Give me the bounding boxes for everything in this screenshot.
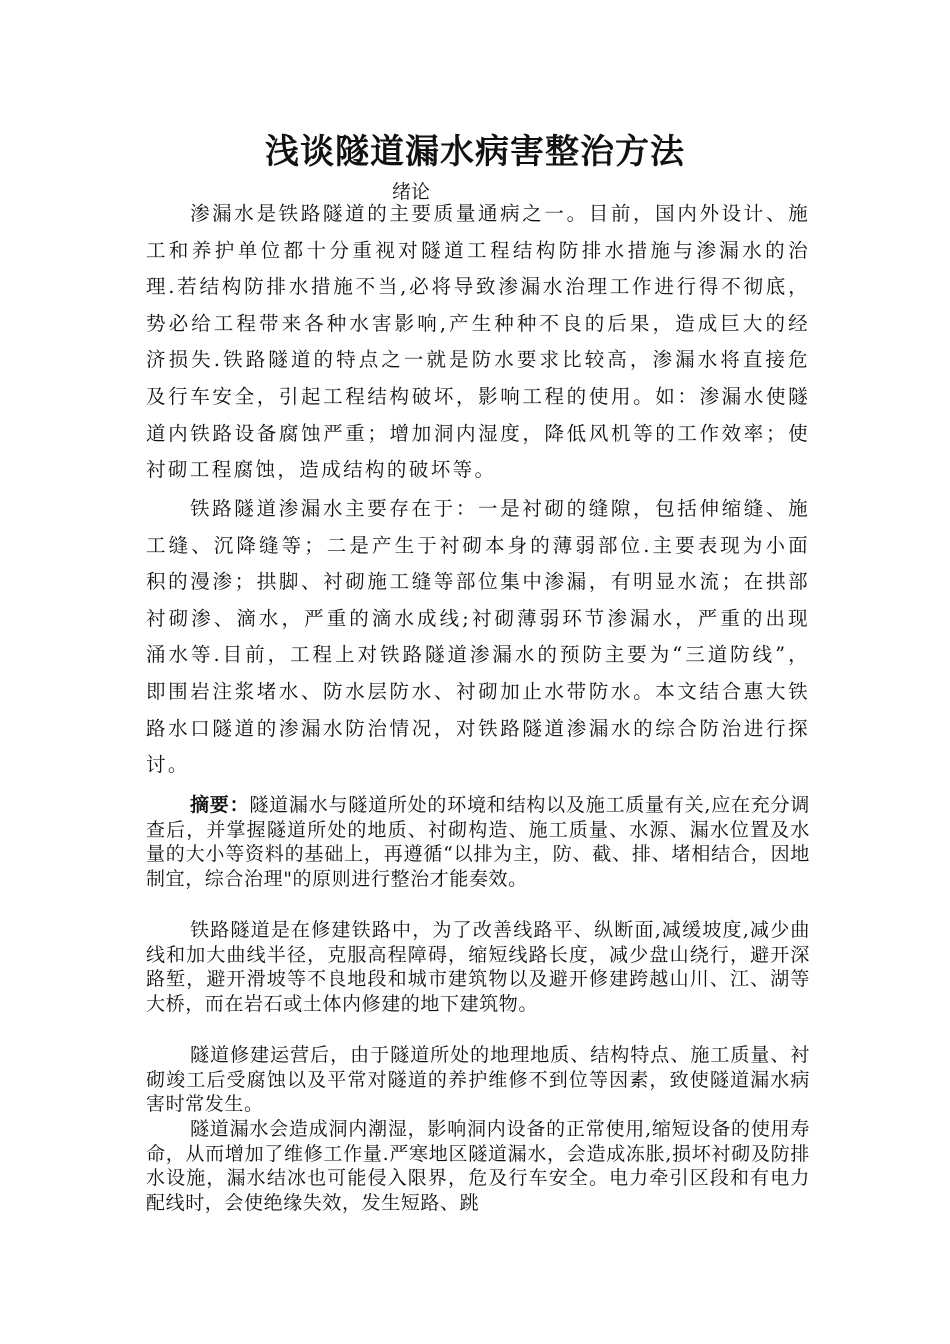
body-paragraph-3: 隧道漏水会造成洞内潮湿，影响洞内设备的正常使用,缩短设备的使用寿命，从而增加了维修工作量.严寒地区隧道漏水，会造成冻胀,损坏衬砌及防排水设施，漏水结冰也可能侵入限界，危及行车安全。电力牵引区段和有电力配线时，会使绝缘失效，发生短路、跳 <box>146 1118 810 1215</box>
section-heading-introduction: 绪论 <box>392 181 431 203</box>
abstract-label: 摘要： <box>190 794 250 816</box>
body-paragraph-2-block <box>146 1043 810 1117</box>
intro-paragraph-1: 渗漏水是铁路隧道的主要质量通病之一。目前，国内外设计、施工和养护单位都十分重视对隧道工程结构防排水措施与渗漏水的治理.若结构防排水措施不当,必将导致渗漏水治理工作进行得不彻底，势必给工程带来各种水害影响,产生种种不良的后果，造成巨大的经济损失.铁路隧道的特点之一就是防水要求比较高，渗漏水将直接危及行车安全，引起工程结构破坏，影响工程的使用。如：渗漏水使隧道内铁路设备腐蚀严重；增加洞内湿度，降低风机等的工作效率；使衬砌工程腐蚀，造成结构的破坏等。 <box>146 202 810 482</box>
abstract-block <box>146 793 810 892</box>
intro-paragraph-1-block <box>146 196 810 489</box>
body-paragraph-1: 铁路隧道是在修建铁路中，为了改善线路平、纵断面,减缓坡度,减少曲线和加大曲线半径，克服高程障碍，缩短线路长度，减少盘山绕行，避开深路堑，避开滑坡等不良地段和城市建筑物以及避开修建跨越山川、江、湖等大桥，而在岩石或土体内修建的地下建筑物。 <box>146 919 810 1016</box>
body-paragraph-3-block <box>146 1117 810 1216</box>
intro-paragraph-2: 铁路隧道渗漏水主要存在于：一是衬砌的缝隙，包括伸缩缝、施工缝、沉降缝等；二是产生于衬砌本身的薄弱部位.主要表现为小面积的漫渗；拱脚、衬砌施工缝等部位集中渗漏，有明显水流；在拱部衬砌渗、滴水，严重的滴水成线;衬砌薄弱环节渗漏水，严重的出现涌水等.目前，工程上对铁路隧道渗漏水的预防主要为“三道防线”，即围岩注浆堵水、防水层防水、衬砌加止水带防水。本文结合惠大铁路水口隧道的渗漏水防治情况，对铁路隧道渗漏水的综合防治进行探讨。 <box>146 497 810 777</box>
document-title: 浅谈隧道漏水病害整治方法 <box>265 132 685 172</box>
body-paragraph-2: 隧道修建运营后，由于隧道所处的地理地质、结构特点、施工质量、衬砌竣工后受腐蚀以及平常对隧道的养护维修不到位等因素，致使隧道漏水病害时常发生。 <box>146 1044 810 1116</box>
abstract-paragraph <box>146 793 810 892</box>
body-paragraph-1-block <box>146 918 810 1017</box>
intro-paragraph-2-block <box>146 491 810 784</box>
abstract-text: 隧道漏水与隧道所处的环境和结构以及施工质量有关,应在充分调查后，并掌握隧道所处的地质、衬砌构造、施工质量、水源、漏水位置及水量的大小等资料的基础上，再遵循“以排为主，防、截、排、堵相结合，因地制宜，综合治理"的原则进行整治才能奏效。 <box>146 794 810 891</box>
